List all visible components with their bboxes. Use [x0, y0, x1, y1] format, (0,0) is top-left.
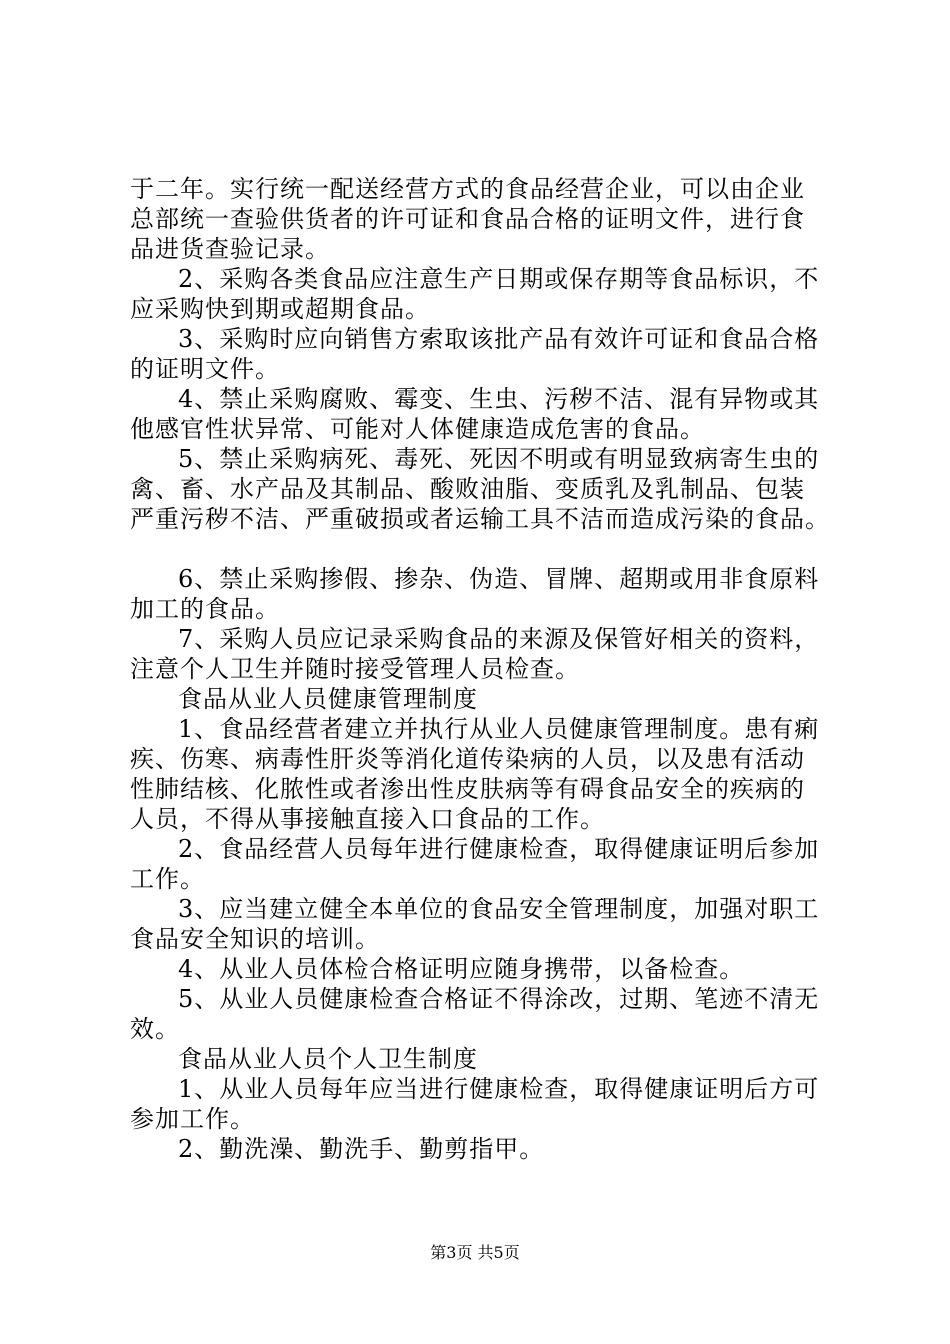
text-line: 加工的食品。: [130, 595, 280, 623]
text-line: 5、禁止采购病死、毒死、死因不明或有明显致病寄生虫的: [178, 445, 820, 473]
text-line: 2、食品经营人员每年进行健康检查，取得健康证明后参加: [178, 835, 820, 863]
text-line: 性肺结核、化脓性或者渗出性皮肤病等有碍食品安全的疾病的: [130, 775, 805, 803]
text-line: 参加工作。: [130, 1105, 255, 1133]
text-line: 总部统一查验供货者的许可证和食品合格的证明文件，进行食: [130, 205, 805, 233]
text-line: 7、采购人员应记录采购食品的来源及保管好相关的资料，: [178, 625, 820, 653]
text-line: 禽、畜、水产品及其制品、酸败油脂、变质乳及乳制品、包装: [130, 475, 805, 503]
text-line: 疾、伤寒、病毒性肝炎等消化道传染病的人员，以及患有活动: [130, 745, 805, 773]
paragraph-gap: [130, 534, 850, 564]
text-line: 3、应当建立健全本单位的食品安全管理制度，加强对职工: [178, 895, 820, 923]
text-line: 5、从业人员健康检查合格证不得涂改，过期、笔迹不清无: [178, 985, 820, 1013]
text-line: 严重污秽不洁、严重破损或者运输工具不洁而造成污染的食品。: [130, 505, 830, 533]
document-body: [130, 174, 850, 1164]
text-line: 2、采购各类食品应注意生产日期或保存期等食品标识，不: [178, 265, 820, 293]
text-line: 4、从业人员体检合格证明应随身携带，以备检查。: [178, 955, 745, 983]
text-line: 1、食品经营者建立并执行从业人员健康管理制度。患有痢: [178, 715, 820, 743]
text-line: 应采购快到期或超期食品。: [130, 295, 430, 323]
text-line: 食品从业人员个人卫生制度: [178, 1045, 478, 1073]
text-line: 2、勤洗澡、勤洗手、勤剪指甲。: [178, 1135, 545, 1163]
text-line: 工作。: [130, 865, 205, 893]
text-line: 注意个人卫生并随时接受管理人员检查。: [130, 655, 580, 683]
text-line: 效。: [130, 1015, 180, 1043]
text-line: 6、禁止采购掺假、掺杂、伪造、冒牌、超期或用非食原料: [178, 565, 820, 593]
text-line: 品进货查验记录。: [130, 235, 330, 263]
text-line: 人员，不得从事接触直接入口食品的工作。: [130, 805, 605, 833]
text-line: 4、禁止采购腐败、霉变、生虫、污秽不洁、混有异物或其: [178, 385, 820, 413]
text-line: 食品安全知识的培训。: [130, 925, 380, 953]
page-footer: 第3页 共5页: [430, 1243, 520, 1262]
text-line: 食品从业人员健康管理制度: [178, 685, 478, 713]
text-line: 3、采购时应向销售方索取该批产品有效许可证和食品合格: [178, 325, 820, 353]
text-line: 的证明文件。: [130, 355, 280, 383]
text-line: 1、从业人员每年应当进行健康检查，取得健康证明后方可: [178, 1075, 820, 1103]
text-line: 于二年。实行统一配送经营方式的食品经营企业，可以由企业: [130, 175, 805, 203]
text-line: 他感官性状异常、可能对人体健康造成危害的食品。: [130, 415, 705, 443]
